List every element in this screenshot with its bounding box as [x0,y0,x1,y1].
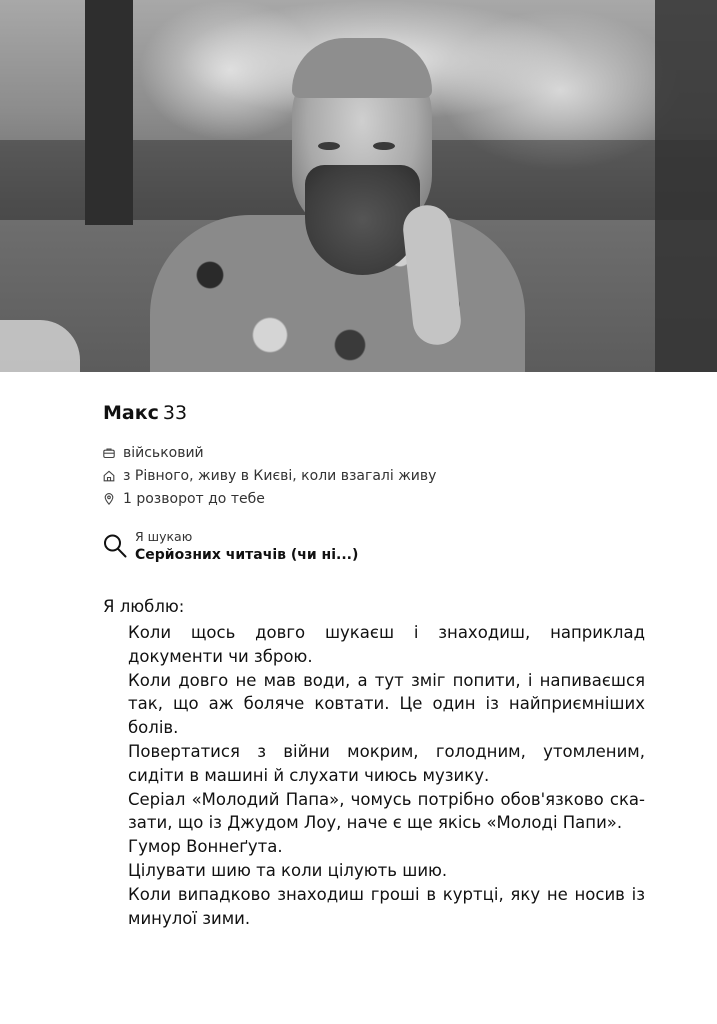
photo-person-hair [292,38,432,98]
loves-item: Цілувати шию та коли цілують шию. [128,860,448,880]
loves-item: Коли довго не мав води, а тут зміг попити, і напиваєшся так, що аж боляче ковтати. Це один із найприємніших болів. [128,670,645,738]
photo-person-beard [305,165,420,275]
loves-title: Я люблю: [103,597,185,616]
fact-distance-text: 1 розворот до тебе [123,490,265,507]
seeking-text [135,529,358,565]
loves-item: Гумор Воннеґута. [128,837,283,857]
fact-occupation-text: військовий [123,444,204,461]
photo-person-eye [318,142,340,150]
fact-occupation [103,441,663,464]
profile-photo [0,0,717,372]
profile-age: 33 [162,402,188,424]
seeking-section [103,529,663,565]
profile-facts [103,441,663,510]
profile-card [103,400,663,930]
fact-hometown-text: з Рівного, живу в Києві, коли взагалі живу [123,467,437,484]
location-pin-icon [103,493,115,505]
seeking-value: Серйозних читачів (чи ні...) [135,547,359,563]
home-icon [103,470,115,482]
photo-person-eye [373,142,395,150]
fact-distance [103,487,663,510]
photo-tree-trunk [655,0,717,372]
briefcase-icon [103,447,115,459]
loves-item: Коли щось довго шукаєш і знаходиш, наприклад документи чи зброю. [128,623,645,666]
loves-item: Повертатися з війни мокрим, голодним, утомленим, сидіти в машині й слухати чиюсь музику. [128,741,645,785]
fact-hometown [103,464,663,487]
loves-item: Серіал «Молодий Папа», чомусь потрібно обов'язково сказати, що із Джудом Лоу, наче є ще якісь «Молоді Папи». [128,789,645,833]
profile-heading [103,400,663,426]
seeking-label: Я шукаю [135,529,193,544]
search-icon [103,533,127,559]
loves-item: Коли випадково знаходиш гроші в куртці, яку не носив із минулої зими. [128,884,645,928]
photo-tree-trunk [85,0,133,225]
loves-list [128,621,645,930]
profile-name: Макс [103,402,159,424]
